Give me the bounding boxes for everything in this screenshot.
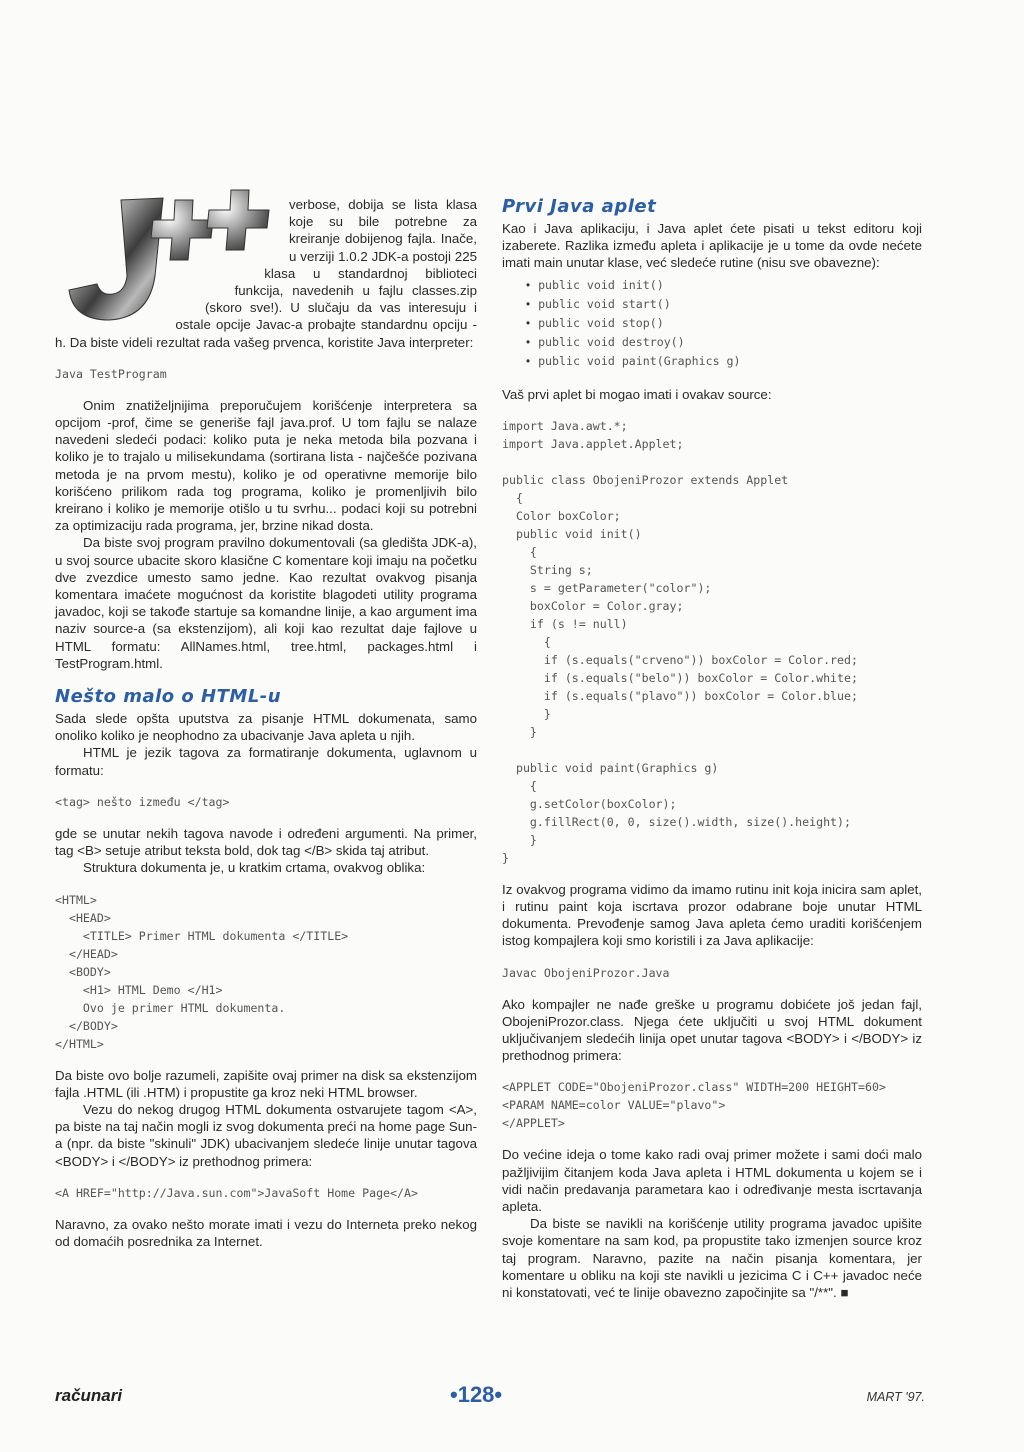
code-href-example: <A HREF="http://Java.sun.com">JavaSoft Home Page</A> xyxy=(55,1185,418,1200)
code-tag-example: <tag> nešto između </tag> xyxy=(55,794,230,809)
paragraph-html-tags: HTML je jezik tagova za formatiranje dokumenta, uglavnom u formatu: xyxy=(55,745,477,778)
left-column xyxy=(55,196,477,1250)
paragraph-html-intro: Sada slede opšta uputstva za pisanje HTML dokumenata, samo onoliko koliko je neophodno za ubacivanje Java apleta u njih. xyxy=(55,711,477,744)
code-applet-source: import Java.awt.*; import Java.applet.Applet; public class ObojeniProzor extends Applet { Color boxColor; public void init() { String s; s = getParameter("color"); boxColor = Color.gray; if (s != null) { if (s.equals("crveno")) boxColor = Color.red; if (s.equals("belo")) boxColor = Color.white; if (s.equals("plavo")) boxColor = Color.blue; } } public void paint(Graphics g) { g.setColor(boxColor); g.fillRect(0, 0, size().width, size().height); } } xyxy=(502,418,858,865)
paragraph-structure: Struktura dokumenta je, u kratkim crtama, ovakvog oblika: xyxy=(83,860,426,876)
paragraph-compile: Ako kompajler ne nađe greške u programu dobićete još jedan fajl, ObojeniProzor.class. Njega ćete uključiti u svoj HTML dokument uključivanjem sledećih linija opet unutar tagova <BODY> i </BODY> iz prethodnog primera: xyxy=(502,996,922,1064)
issue-date: MART '97. xyxy=(866,1390,925,1404)
code-run-command: Java TestProgram xyxy=(55,366,167,381)
list-item: • public void init() xyxy=(526,276,922,295)
paragraph-explain: Iz ovakvog programa vidimo da imamo rutinu init koja inicira sam aplet, i rutinu paint koja iscrtava prozor odabrane boje unutar HTML dokumenta. Prevođenje samog Java apleta ćemo uraditi korišćenjem istog kompajlera koji smo koristili i za Java aplikacije: xyxy=(502,881,922,949)
code-html-structure: <HTML> <HEAD> <TITLE> Primer HTML dokumenta </TITLE> </HEAD> <BODY> <H1> HTML Demo </H1> Ovo je primer HTML dokumenta. </BODY> </HTML> xyxy=(55,892,349,1051)
paragraph-tag-arguments: gde se unutar nekih tagova navode i određeni argumenti. Na primer, tag <B> setuje atribut teksta bold, dok tag </B> skida taj atribut. xyxy=(55,825,477,859)
paragraph-save-file: Da biste ovo bolje razumeli, zapišite ovaj primer na disk sa ekstenzijom fajla .HTML (ili .HTM) i propustite ga kroz neki HTML browser. xyxy=(55,1067,477,1100)
paragraph-documentation: Da biste svoj program pravilno dokumentovali (sa gledišta JDK-a), u svoj source ubacite skoro klasične C komentare koji imaju na početku dve zvezdice umesto samo jedne. Kao rezultat ovakvog pisanja komentara imaćete mogućnost da koristite blagodeti utility programa javadoc, koji se takođe startuje sa komandne linije, a kao argument ima naziv source-a (sa ekstenzijom), ali koji kao rezultat daje fajlove u HTML formatu: AllNames.html, tree.html, packages.html i TestProgram.html. xyxy=(55,535,477,671)
section-heading-html: Nešto malo o HTML-u xyxy=(55,686,282,708)
list-item: • public void destroy() xyxy=(526,333,922,352)
paragraph-applet-intro: Kao i Java aplikaciju, i Java aplet ćete pisati u tekst editoru koji izaberete. Razlika između apleta i aplikacije je u tome da ovde nećete imati main unutar klase, već sledeće rutine (nisu sve obavezne): xyxy=(502,221,922,271)
paragraph-link: Vezu do nekog drugog HTML dokumenta ostvarujete tagom <A>, pa biste na taj način mogli iz svog dokumenta preći na home page Sun-a (npr. da biste "skinuli" JDK) ubacivanjem sledeće linije unutar tagova <BODY> i </BODY> iz prethodnog primera: xyxy=(55,1101,477,1169)
routine-list xyxy=(502,276,922,372)
code-applet-tag: <APPLET CODE="ObojeniProzor.class" WIDTH=200 HEIGHT=60> <PARAM NAME=color VALUE="plavo"> </APPLET> xyxy=(502,1080,886,1131)
magazine-name: računari xyxy=(55,1386,123,1405)
right-column xyxy=(502,196,922,1301)
paragraph-prof: Onim znatiželjnijima preporučujem korišćenje interpretera sa opcijom -prof, čime se generiše fajl java.prof. U tom fajlu se nalaze navedeni sledeći podaci: koliko puta je neka metoda bila pozvana i koliko je to trajalo u milisekundama (sortirana lista - najčešće pozivana metoda je na prvom mestu), koliko je od operativne memorije bilo korišćeno prilikom rada tog programa, koliko je promenljivih bilo kreirano i koliko je memorije otišlo u tu svrhu... podaci koji su potrebni za optimizaciju rada programa, jer, brzine nikad dosta. xyxy=(55,397,477,534)
paragraph-final: Da biste se navikli na korišćenje utility programa javadoc upišite svoje komentare na sam kod, pa propustite tako izmenjen source kroz taj program. Naravno, pazite na način pisanja komentara, jer komentare u obliku na koji ste navikli u jezicima C i C++ javadoc neće ni konstatovati, već te linije obavezno započinjite sa "/**". ■ xyxy=(502,1216,922,1301)
list-item: • public void paint(Graphics g) xyxy=(526,352,922,371)
paragraph-idea: Do većine ideja o tome kako radi ovaj primer možete i sami doći malo pažljivijim čitanjem koda Java apleta i HTML dokumenta u kojem se i vidi način predavanja parametara kao i određivanje mesta iscrtavanja apleta. xyxy=(502,1147,922,1215)
list-item: • public void start() xyxy=(526,295,922,314)
intro-paragraph: verbose, dobija se lista klasa koje su bile potrebne za kreiranje dobijenog fajla. Inače, u verziji 1.0.2 JDK-a postoji 225 klasa u standardnoj biblioteci funkcija, navedenih u fajlu classes.zip (skoro sve!). U slučaju da vas interesuju i ostale opcije Javac-a probajte standardnu opciju -h. Da biste videli rezultat rada vašeg prvenca, koristite Java interpreter: xyxy=(55,197,477,350)
code-javac-command: Javac ObojeniProzor.Java xyxy=(502,965,670,980)
list-item: • public void stop() xyxy=(526,314,922,333)
page-footer xyxy=(55,1382,925,1416)
paragraph-source-intro: Vaš prvi aplet bi mogao imati i ovakav source: xyxy=(502,386,772,402)
page-number: •128• xyxy=(450,1382,503,1407)
paragraph-internet: Naravno, za ovako nešto morate imati i vezu do Interneta preko nekog od domaćih posrednika za Internet. xyxy=(55,1216,477,1249)
section-heading-applet: Prvi Java aplet xyxy=(502,196,657,217)
